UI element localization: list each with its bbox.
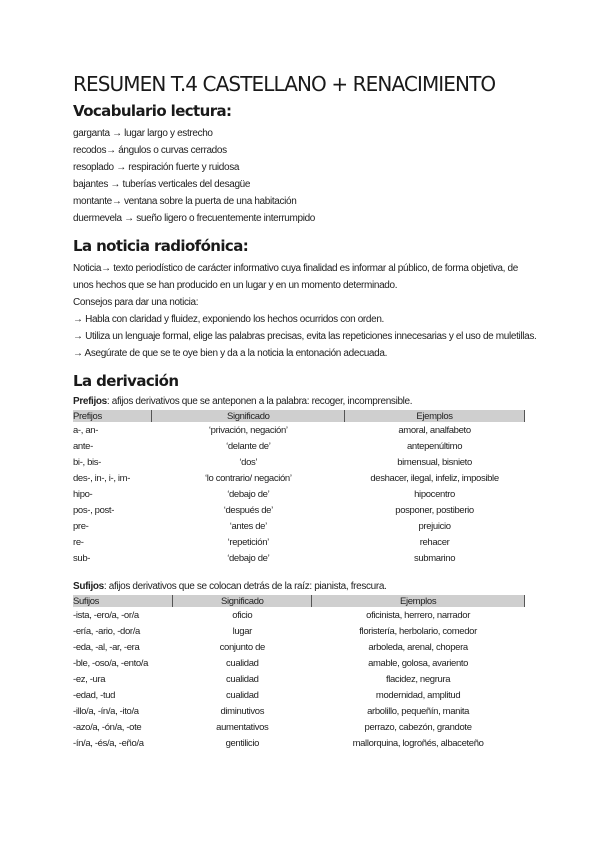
table-row bbox=[73, 607, 525, 623]
table-cell: amoral, analfabeto bbox=[398, 424, 471, 436]
table-cell: -ista, -ero/a, -or/a bbox=[73, 609, 139, 621]
table-cell: pre- bbox=[73, 520, 89, 532]
sufijos-table bbox=[73, 595, 525, 751]
prefijos-table bbox=[73, 410, 525, 566]
table-row bbox=[73, 623, 525, 639]
table-cell: cualidad bbox=[226, 673, 259, 685]
table-cell: ‘dos’ bbox=[239, 456, 258, 468]
derivacion-section bbox=[73, 372, 528, 751]
table-cell: ‘después de’ bbox=[223, 504, 273, 516]
table-cell: ‘debajo de’ bbox=[227, 552, 270, 564]
table-cell: -ez, -ura bbox=[73, 673, 106, 685]
vocab-heading: Vocabulario lectura: bbox=[73, 102, 232, 120]
table-cell: -ín/a, -és/a, -eño/a bbox=[73, 737, 144, 749]
table-cell: ‘delante de’ bbox=[226, 440, 271, 452]
table-cell: deshacer, ilegal, infeliz, imposible bbox=[370, 472, 499, 484]
noticia-definition: Noticia→ texto periodístico de carácter informativo cuya finalidad es informar al público, de forma objetiva, de unos hechos que se han producido en un lugar y en un momento determinado. bbox=[73, 263, 518, 291]
table-row bbox=[73, 703, 525, 719]
table-cell: hipocentro bbox=[414, 488, 455, 500]
table-header-row bbox=[73, 595, 525, 607]
table-row bbox=[73, 454, 525, 470]
table-cell: re- bbox=[73, 536, 84, 548]
consejos-title: Consejos para dar una noticia: bbox=[73, 297, 199, 308]
column-header: Ejemplos bbox=[312, 595, 525, 607]
table-cell: cualidad bbox=[226, 689, 259, 701]
table-row bbox=[73, 639, 525, 655]
table-cell: arboleda, arenal, chopera bbox=[368, 641, 468, 653]
table-cell: ‘privación, negación’ bbox=[208, 424, 288, 436]
column-header: Prefijos bbox=[73, 410, 152, 422]
table-row bbox=[73, 422, 525, 438]
vocab-item: duermevela → sueño ligero o frecuentemente interrumpido bbox=[73, 213, 316, 224]
table-cell: rehacer bbox=[419, 536, 450, 548]
table-row bbox=[73, 470, 525, 486]
table-cell: ante- bbox=[73, 440, 93, 452]
table-cell: -edad, -tud bbox=[73, 689, 116, 701]
column-header: Significado bbox=[152, 410, 345, 422]
vocab-item: montante→ ventana sobre la puerta de una habitación bbox=[73, 196, 297, 207]
column-header: Sufijos bbox=[73, 595, 173, 607]
page-title: RESUMEN T.4 CASTELLANO + RENACIMIENTO bbox=[73, 72, 496, 96]
document-page bbox=[73, 72, 537, 751]
table-row bbox=[73, 655, 525, 671]
table-cell: ‘repetición’ bbox=[227, 536, 269, 548]
table-cell: prejuicio bbox=[418, 520, 451, 532]
vocab-item: recodos→ ángulos o curvas cerrados bbox=[73, 145, 227, 156]
table-row bbox=[73, 719, 525, 735]
vocab-item: resoplado → respiración fuerte y ruidosa bbox=[73, 162, 240, 173]
table-cell: gentilicio bbox=[225, 737, 260, 749]
table-cell: ‘debajo de’ bbox=[227, 488, 270, 500]
table-cell: antepenúltimo bbox=[407, 440, 463, 452]
table-cell: ‘antes de’ bbox=[229, 520, 267, 532]
table-header-row bbox=[73, 410, 525, 422]
table-cell: conjunto de bbox=[219, 641, 265, 653]
table-cell: modernidad, amplitud bbox=[375, 689, 461, 701]
prefijos-intro bbox=[73, 395, 528, 409]
consejo-item: → Asegúrate de que se te oye bien y da a la noticia la entonación adecuada. bbox=[73, 348, 387, 359]
table-cell: mallorquina, logroñés, albaceteño bbox=[352, 737, 484, 749]
table-cell: des-, in-, i-, im- bbox=[73, 472, 131, 484]
table-cell: oficinista, herrero, narrador bbox=[366, 609, 471, 621]
table-cell: floristería, herbolario, comedor bbox=[359, 625, 477, 637]
table-cell: flacidez, negrura bbox=[385, 673, 451, 685]
table-cell: ‘lo contrario/ negación’ bbox=[204, 472, 292, 484]
table-cell: -azo/a, -ón/a, -ote bbox=[73, 721, 142, 733]
consejo-item: → Utiliza un lenguaje formal, elige las palabras precisas, evita las repeticiones innecesarias y el uso de muletillas. bbox=[73, 331, 537, 342]
derivacion-heading: La derivación bbox=[73, 372, 179, 390]
table-cell: cualidad bbox=[226, 657, 259, 669]
table-row bbox=[73, 550, 525, 566]
prefijos-intro-text: : afijos derivativos que se anteponen a la palabra: recoger, incomprensible. bbox=[106, 396, 413, 407]
vocab-item: bajantes → tuberías verticales del desagüe bbox=[73, 179, 251, 190]
table-row bbox=[73, 502, 525, 518]
table-cell: submarino bbox=[413, 552, 456, 564]
table-cell: -ería, -ario, -dor/a bbox=[73, 625, 140, 637]
table-cell: lugar bbox=[232, 625, 252, 637]
table-cell: perrazo, cabezón, grandote bbox=[364, 721, 472, 733]
table-cell: diminutivos bbox=[220, 705, 265, 717]
table-cell: posponer, postiberio bbox=[395, 504, 474, 516]
table-row bbox=[73, 687, 525, 703]
table-row bbox=[73, 518, 525, 534]
table-row bbox=[73, 438, 525, 454]
noticia-heading: La noticia radiofónica: bbox=[73, 237, 249, 255]
table-row bbox=[73, 735, 525, 751]
table-cell: amable, golosa, avariento bbox=[368, 657, 469, 669]
table-cell: arbolillo, pequeñín, manita bbox=[367, 705, 470, 717]
sufijos-intro-text: : afijos derivativos que se colocan detrás de la raíz: pianista, frescura. bbox=[103, 581, 387, 592]
noticia-section bbox=[73, 237, 537, 362]
table-row bbox=[73, 534, 525, 550]
table-cell: hipo- bbox=[73, 488, 93, 500]
table-cell: -illo/a, -ín/a, -ito/a bbox=[73, 705, 139, 717]
table-cell: aumentativos bbox=[216, 721, 269, 733]
consejo-item: → Habla con claridad y fluidez, exponiendo los hechos ocurridos con orden. bbox=[73, 314, 384, 325]
table-cell: -ble, -oso/a, -ento/a bbox=[73, 657, 149, 669]
table-cell: oficio bbox=[232, 609, 253, 621]
table-cell: a-, an- bbox=[73, 424, 99, 436]
table-cell: bi-, bis- bbox=[73, 456, 101, 468]
table-cell: sub- bbox=[73, 552, 91, 564]
table-row bbox=[73, 671, 525, 687]
column-header: Significado bbox=[173, 595, 312, 607]
table-cell: bimensual, bisnieto bbox=[397, 456, 472, 468]
vocab-item: garganta → lugar largo y estrecho bbox=[73, 128, 213, 139]
vocab-section bbox=[73, 102, 528, 227]
table-cell: pos-, post- bbox=[73, 504, 115, 516]
prefijos-label: Prefijos bbox=[73, 396, 107, 407]
sufijos-label: Sufijos bbox=[73, 581, 104, 592]
column-header: Ejemplos bbox=[345, 410, 525, 422]
sufijos-intro bbox=[73, 580, 528, 594]
table-cell: -eda, -al, -ar, -era bbox=[73, 641, 140, 653]
table-row bbox=[73, 486, 525, 502]
